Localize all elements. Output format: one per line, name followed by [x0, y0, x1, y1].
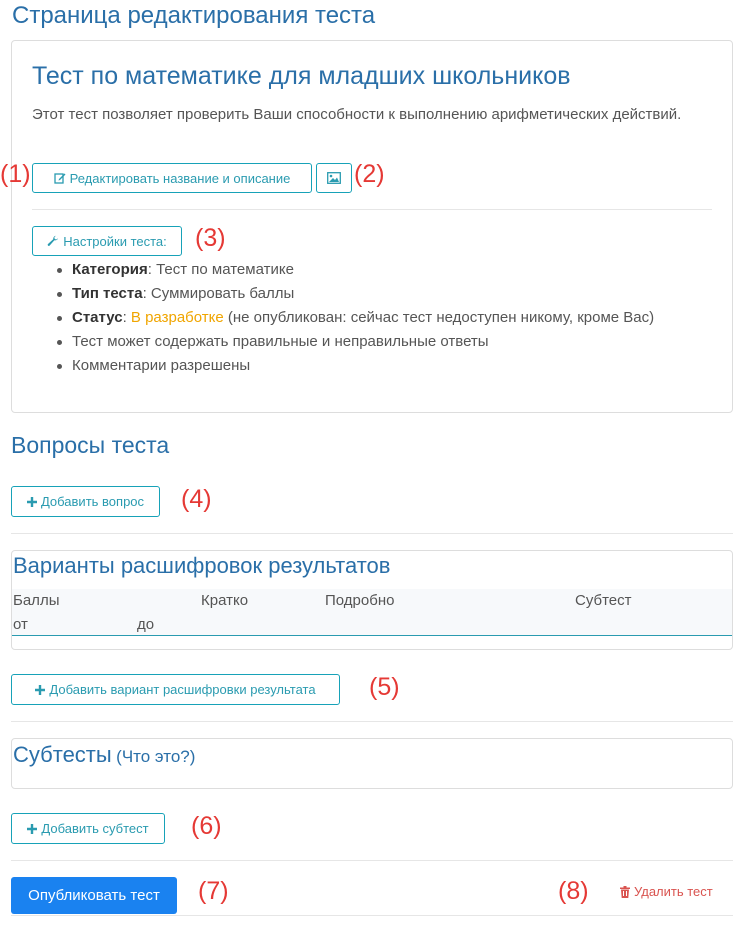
card-divider [32, 209, 712, 210]
publish-test-button[interactable]: Опубликовать тест [11, 877, 177, 914]
plus-icon [27, 824, 37, 834]
bottom-divider [11, 915, 733, 916]
annotation-5: (5) [369, 673, 400, 701]
pencil-square-icon [54, 172, 66, 184]
add-question-button[interactable] [11, 486, 160, 517]
test-description: Этот тест позволяет проверить Ваши способности к выполнению арифметических действий. [32, 106, 682, 123]
section-divider [11, 860, 733, 861]
subtests-help-link[interactable]: (Что это?) [116, 747, 196, 766]
annotation-2: (2) [354, 160, 385, 188]
section-divider [11, 533, 733, 534]
test-settings-button[interactable] [32, 226, 182, 256]
trash-icon [620, 886, 630, 898]
setting-status: Статус: В разработке (не опубликован: сейчас тест недоступен никому, кроме Вас) [52, 306, 654, 330]
add-question-label: Добавить вопрос [40, 494, 145, 509]
plus-icon [27, 497, 37, 507]
setting-status-note: (не опубликован: сейчас тест недоступен никому, кроме Вас) [223, 309, 655, 326]
results-title: Варианты расшифровок результатов [13, 553, 391, 578]
page-title: Страница редактирования теста [12, 2, 376, 29]
plus-icon [35, 685, 45, 695]
edit-image-button[interactable] [316, 163, 352, 193]
annotation-7: (7) [198, 877, 229, 905]
setting-test-type-value: Суммировать баллы [150, 285, 295, 302]
test-settings-label: Настройки теста: [63, 233, 167, 249]
annotation-3: (3) [195, 224, 226, 252]
column-short: Кратко [201, 592, 249, 609]
add-result-variant-label: Добавить вариант расшифровки результата [49, 682, 316, 697]
annotation-1: (1) [0, 160, 31, 188]
delete-test-label: Удалить тест [634, 884, 713, 899]
column-from: от [13, 616, 28, 633]
column-detailed: Подробно [325, 592, 395, 609]
test-info-card [11, 40, 733, 413]
add-subtest-label: Добавить субтест [41, 821, 149, 836]
setting-test-type: Тип теста: Суммировать баллы [52, 282, 654, 306]
test-title: Тест по математике для младших школьников [32, 62, 571, 90]
setting-category: Категория: Тест по математике [52, 258, 654, 282]
column-subtest: Субтест [575, 592, 632, 609]
edit-title-description-label: Редактировать название и описание [69, 170, 291, 186]
setting-test-type-label: Тип теста [72, 285, 143, 302]
image-icon [327, 172, 341, 184]
setting-answers: Тест может содержать правильные и неправильные ответы [52, 330, 654, 354]
subtests-title: Субтесты [13, 742, 112, 767]
add-result-variant-button[interactable] [11, 674, 340, 705]
wrench-icon [47, 235, 59, 247]
setting-category-value: Тест по математике [156, 261, 294, 278]
questions-title: Вопросы теста [11, 432, 170, 458]
annotation-6: (6) [191, 812, 222, 840]
results-panel [11, 550, 733, 650]
annotation-8: (8) [558, 877, 589, 905]
results-table-header-line [12, 635, 732, 636]
subtests-panel [11, 738, 733, 789]
setting-category-label: Категория [72, 261, 148, 278]
annotation-4: (4) [181, 485, 212, 513]
status-badge: В разработке [130, 309, 224, 326]
column-to: до [137, 616, 155, 633]
edit-title-description-button[interactable] [32, 163, 312, 193]
subtests-header [13, 742, 195, 768]
delete-test-link[interactable] [620, 884, 713, 899]
setting-status-label: Статус [72, 309, 123, 326]
section-divider [11, 721, 733, 722]
add-subtest-button[interactable] [11, 813, 165, 844]
column-score: Баллы [13, 592, 60, 609]
setting-comments: Комментарии разрешены [52, 354, 654, 378]
test-settings-list [52, 258, 654, 378]
